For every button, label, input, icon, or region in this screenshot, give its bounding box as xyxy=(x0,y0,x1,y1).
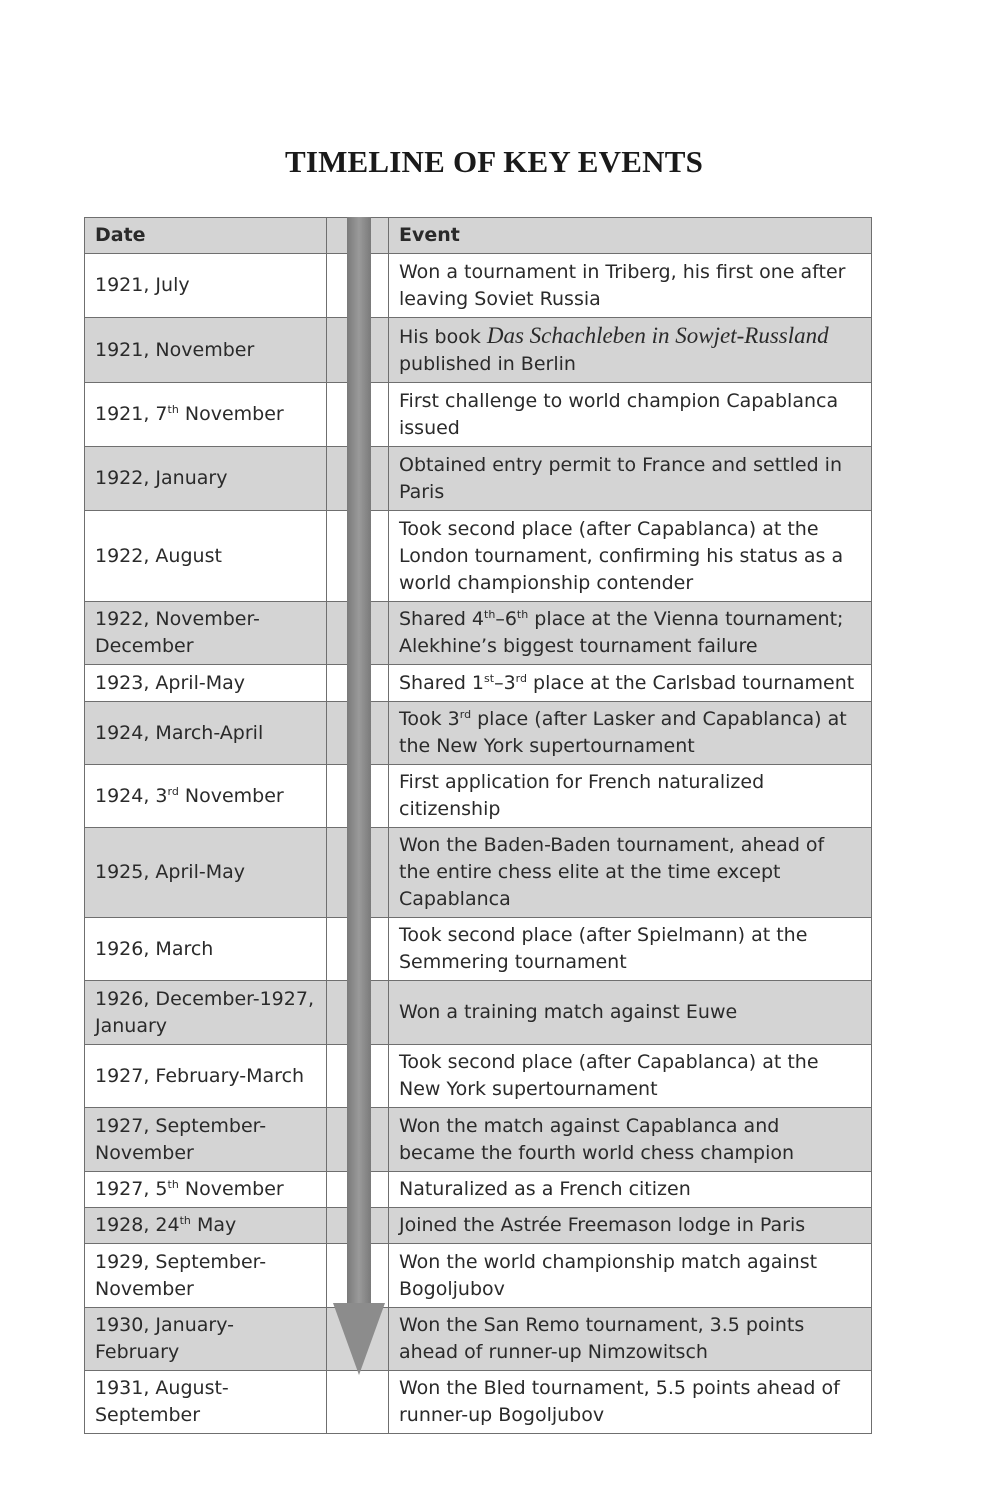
date-cell: 1922, November-December xyxy=(85,602,327,665)
date-cell: 1926, March xyxy=(85,918,327,981)
table-row xyxy=(85,1108,872,1172)
date-cell: 1921, July xyxy=(85,254,327,318)
date-column-header: Date xyxy=(85,218,327,254)
table-row xyxy=(85,1045,872,1108)
arrow-column-cell xyxy=(327,1308,389,1371)
date-text: November xyxy=(178,403,284,425)
table-row xyxy=(85,665,872,702)
date-text: 1921, 7 xyxy=(95,403,168,425)
event-cell xyxy=(389,602,872,665)
date-cell xyxy=(85,1172,327,1208)
table-row xyxy=(85,254,872,318)
event-text: –3 xyxy=(494,671,516,694)
arrow-column-cell xyxy=(327,602,389,665)
event-text: Shared 4 xyxy=(399,608,485,630)
event-text: His book xyxy=(399,326,487,348)
table-row xyxy=(85,1244,872,1308)
table-row xyxy=(85,1371,872,1434)
table-header-row xyxy=(85,218,872,254)
event-text: place at the Carlsbad tournament xyxy=(526,671,855,694)
arrow-column-cell xyxy=(327,511,389,602)
ordinal-suffix: th xyxy=(167,1178,179,1191)
date-cell: 1922, August xyxy=(85,511,327,602)
table-row xyxy=(85,1208,872,1244)
event-cell: Naturalized as a French citizen xyxy=(389,1172,872,1208)
date-text: November xyxy=(178,784,284,807)
ordinal-suffix: th xyxy=(484,608,496,621)
arrow-column-cell xyxy=(327,1108,389,1172)
event-cell: First challenge to world champion Capablanca issued xyxy=(389,383,872,447)
event-text: place (after Lasker and Capablanca) at the New York supertournament xyxy=(399,708,847,757)
event-cell: Won the Baden-Baden tournament, ahead of the entire chess elite at the time except Capablanca xyxy=(389,828,872,918)
event-cell: Won a training match against Euwe xyxy=(389,981,872,1045)
event-column-header: Event xyxy=(389,218,872,254)
table-row xyxy=(85,318,872,383)
event-cell: Won a tournament in Triberg, his first one after leaving Soviet Russia xyxy=(389,254,872,318)
table-row xyxy=(85,828,872,918)
arrow-column-cell xyxy=(327,981,389,1045)
event-cell: Won the San Remo tournament, 3.5 points ahead of runner-up Nimzowitsch xyxy=(389,1308,872,1371)
arrow-column-cell xyxy=(327,1371,389,1434)
date-cell xyxy=(85,765,327,828)
arrow-column-cell xyxy=(327,765,389,828)
event-cell xyxy=(389,702,872,765)
table-row xyxy=(85,1308,872,1371)
table-row xyxy=(85,447,872,511)
arrow-column-cell xyxy=(327,1045,389,1108)
table-row xyxy=(85,981,872,1045)
table-row xyxy=(85,511,872,602)
date-cell: 1923, April-May xyxy=(85,665,327,702)
date-cell: 1929, September-November xyxy=(85,1244,327,1308)
arrow-column-cell xyxy=(327,828,389,918)
date-text: May xyxy=(190,1214,237,1236)
arrow-column-cell xyxy=(327,665,389,702)
ordinal-suffix: st xyxy=(484,671,495,685)
timeline-table xyxy=(84,217,872,1434)
event-cell xyxy=(389,665,872,702)
table-row xyxy=(85,765,872,828)
event-cell: Won the match against Capablanca and became the fourth world chess champion xyxy=(389,1108,872,1172)
table-row xyxy=(85,702,872,765)
ordinal-suffix: th xyxy=(167,403,179,416)
event-text: place at the Vienna tournament; Alekhine’s biggest tournament failure xyxy=(399,608,844,657)
ordinal-suffix: th xyxy=(179,1214,191,1227)
date-cell: 1926, December-1927, January xyxy=(85,981,327,1045)
date-cell: 1924, March-April xyxy=(85,702,327,765)
date-text: 1924, 3 xyxy=(95,784,168,807)
date-cell: 1931, August-September xyxy=(85,1371,327,1434)
arrow-column-cell xyxy=(327,702,389,765)
date-text: 1927, 5 xyxy=(95,1178,168,1200)
arrow-column-cell xyxy=(327,1244,389,1308)
ordinal-suffix: rd xyxy=(167,784,179,798)
date-cell: 1921, November xyxy=(85,318,327,383)
ordinal-suffix: rd xyxy=(459,708,472,721)
table-row xyxy=(85,1172,872,1208)
event-cell: Won the world championship match against Bogoljubov xyxy=(389,1244,872,1308)
ordinal-suffix: rd xyxy=(515,671,527,685)
event-text: published in Berlin xyxy=(399,353,576,375)
event-cell: Took second place (after Capablanca) at the London tournament, confirming his status as a world championship contender xyxy=(389,511,872,602)
arrow-column-cell xyxy=(327,218,389,254)
event-cell: Took second place (after Capablanca) at the New York supertournament xyxy=(389,1045,872,1108)
event-cell xyxy=(389,318,872,383)
date-cell xyxy=(85,383,327,447)
event-text: Shared 1 xyxy=(399,671,485,694)
event-cell: Won the Bled tournament, 5.5 points ahead of runner-up Bogoljubov xyxy=(389,1371,872,1434)
date-cell: 1922, January xyxy=(85,447,327,511)
arrow-column-cell xyxy=(327,1208,389,1244)
arrow-column-cell xyxy=(327,1172,389,1208)
date-cell xyxy=(85,1208,327,1244)
date-cell: 1925, April-May xyxy=(85,828,327,918)
page-title: TIMELINE OF KEY EVENTS xyxy=(284,144,704,179)
event-cell: First application for French naturalized citizenship xyxy=(389,765,872,828)
date-text: 1928, 24 xyxy=(95,1214,180,1236)
event-text: Took 3 xyxy=(399,708,460,730)
arrow-column-cell xyxy=(327,918,389,981)
table-row xyxy=(85,383,872,447)
arrow-column-cell xyxy=(327,318,389,383)
arrow-column-cell xyxy=(327,447,389,511)
ordinal-suffix: th xyxy=(516,608,529,621)
table-row xyxy=(85,918,872,981)
arrow-column-cell xyxy=(327,383,389,447)
book-title: Das Schachleben in Sowjet-Russland xyxy=(486,323,829,348)
date-cell: 1927, February-March xyxy=(85,1045,327,1108)
date-text: November xyxy=(178,1178,284,1200)
date-cell: 1927, September-November xyxy=(85,1108,327,1172)
event-cell: Took second place (after Spielmann) at the Semmering tournament xyxy=(389,918,872,981)
event-cell: Joined the Astrée Freemason lodge in Paris xyxy=(389,1208,872,1244)
event-cell: Obtained entry permit to France and settled in Paris xyxy=(389,447,872,511)
date-cell: 1930, January-February xyxy=(85,1308,327,1371)
table-row xyxy=(85,602,872,665)
event-text: –6 xyxy=(495,608,517,630)
arrow-column-cell xyxy=(327,254,389,318)
